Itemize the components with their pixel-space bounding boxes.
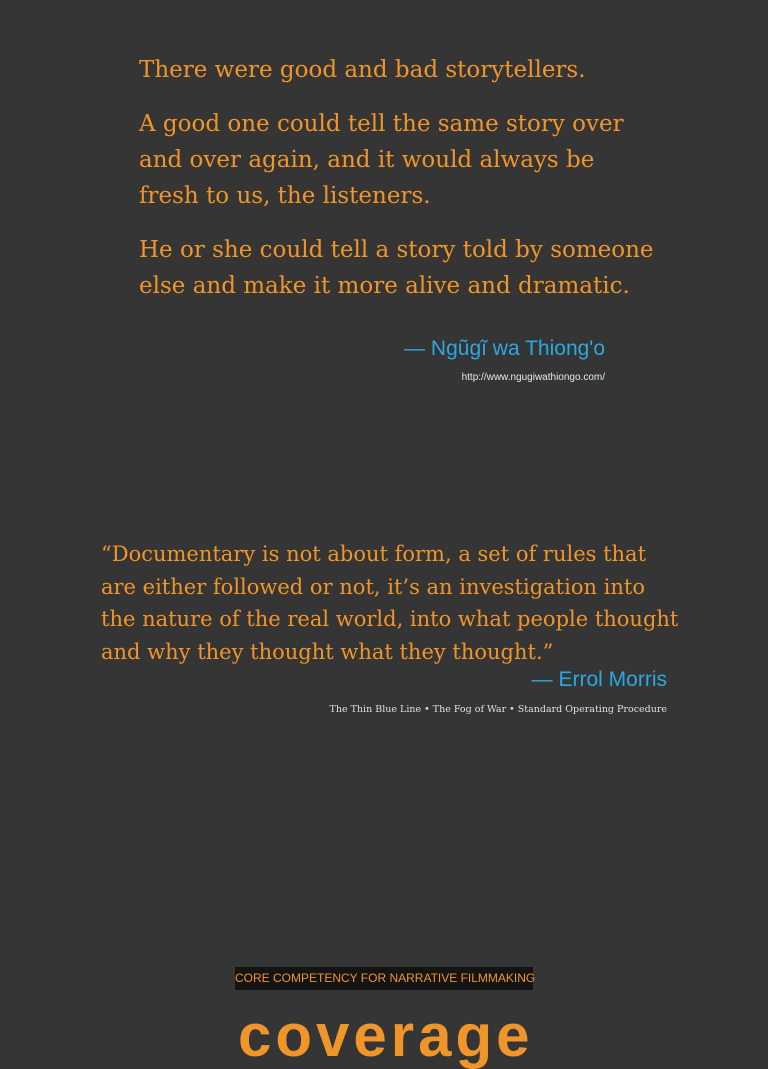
- quote-attribution: — Errol Morris: [531, 668, 667, 691]
- tagline-badge: CORE COMPETENCY FOR NARRATIVE FILMMAKING: [235, 967, 533, 990]
- brand-wordmark: coverage: [238, 1002, 534, 1069]
- film-list: The Thin Blue Line • The Fog of War • Standard Operating Procedure: [329, 704, 667, 715]
- documentary-quote: “Documentary is not about form, a set of rules that are either followed or not, it’s an investigation into the nature of the real world, into what people thought and why they thought what they thought.”: [101, 542, 679, 664]
- quote-paragraph: He or she could tell a story told by someone else and make it more alive and dramatic.: [139, 237, 654, 299]
- quote-paragraph: There were good and bad storytellers.: [139, 57, 586, 83]
- quote-paragraph: A good one could tell the same story over and over again, and it would always be fresh to us, the listeners.: [139, 111, 624, 209]
- quote-attribution: — Ngũgĩ wa Thiong'o: [404, 337, 605, 360]
- author-url[interactable]: http://www.ngugiwathiongo.com/: [461, 372, 605, 383]
- storytellers-quote: [139, 52, 659, 322]
